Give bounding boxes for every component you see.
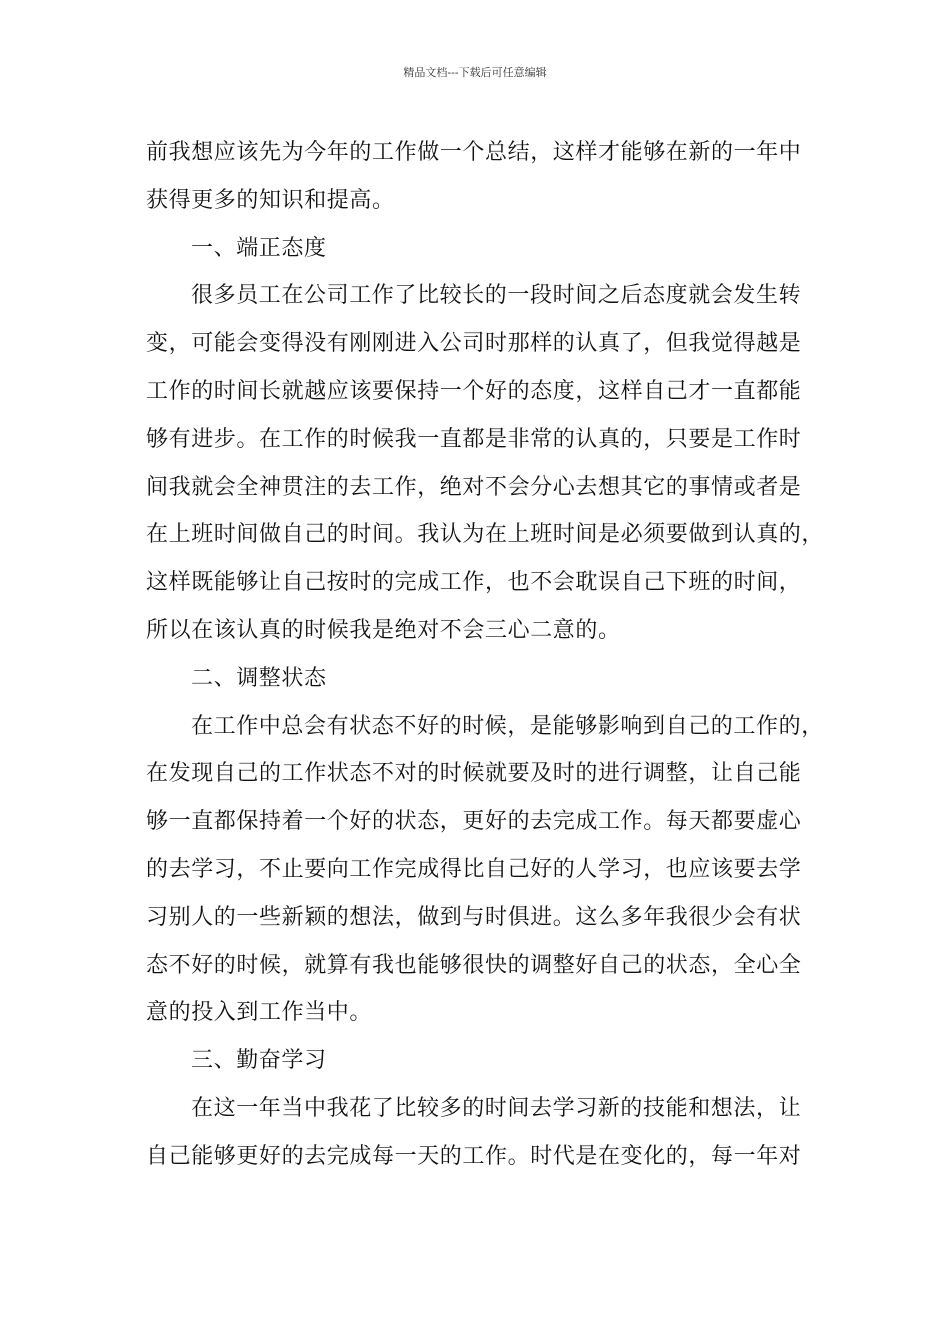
page-header: 精品文档---下载后可任意编辑 <box>403 66 547 79</box>
paragraph-line: 在工作中总会有状态不好的时候，是能够影响到自己的工作的， <box>191 713 824 739</box>
paragraph-line: 够一直都保持着一个好的状态，更好的去完成工作。每天都要虚心 <box>146 809 802 835</box>
section-heading: 一、端正态度 <box>191 235 327 261</box>
paragraph-line: 前我想应该先为今年的工作做一个总结，这样才能够在新的一年中 <box>146 140 802 165</box>
paragraph-line: 够有进步。在工作的时候我一直都是非常的认真的，只要是工作时 <box>146 426 802 452</box>
paragraph-line: 很多员工在公司工作了比较长的一段时间之后态度就会发生转 <box>191 283 802 309</box>
paragraph-line: 变，可能会变得没有刚刚进入公司时那样的认真了，但我觉得越是 <box>146 331 802 357</box>
paragraph-line: 的去学习，不止要向工作完成得比自己好的人学习，也应该要去学 <box>146 856 802 882</box>
paragraph-line: 习别人的一些新颖的想法，做到与时俱进。这么多年我很少会有状 <box>146 904 802 930</box>
section-heading: 三、勤奋学习 <box>191 1048 327 1074</box>
paragraph-line: 在上班时间做自己的时间。我认为在上班时间是必须要做到认真的， <box>146 522 825 548</box>
section-heading: 二、调整状态 <box>191 665 327 691</box>
paragraph-line: 这样既能够让自己按时的完成工作，也不会耽误自己下班的时间， <box>146 570 802 596</box>
paragraph-line: 间我就会全神贯注的去工作，绝对不会分心去想其它的事情或者是 <box>146 474 802 500</box>
document-body <box>146 129 825 1181</box>
paragraph-line: 在这一年当中我花了比较多的时间去学习新的技能和想法，让 <box>191 1095 802 1121</box>
paragraph-line: 态不好的时候，就算有我也能够很快的调整好自己的状态，全心全 <box>146 952 802 978</box>
paragraph-line: 自己能够更好的去完成每一天的工作。时代是在变化的，每一年对 <box>146 1143 802 1169</box>
paragraph-line: 在发现自己的工作状态不对的时候就要及时的进行调整，让自己能 <box>146 761 802 787</box>
paragraph-line: 工作的时间长就越应该要保持一个好的态度，这样自己才一直都能 <box>146 378 802 404</box>
paragraph-line: 获得更多的知识和提高。 <box>146 187 395 213</box>
paragraph-line: 所以在该认真的时候我是绝对不会三心二意的。 <box>146 617 621 643</box>
paragraph-line: 意的投入到工作当中。 <box>146 1000 373 1026</box>
